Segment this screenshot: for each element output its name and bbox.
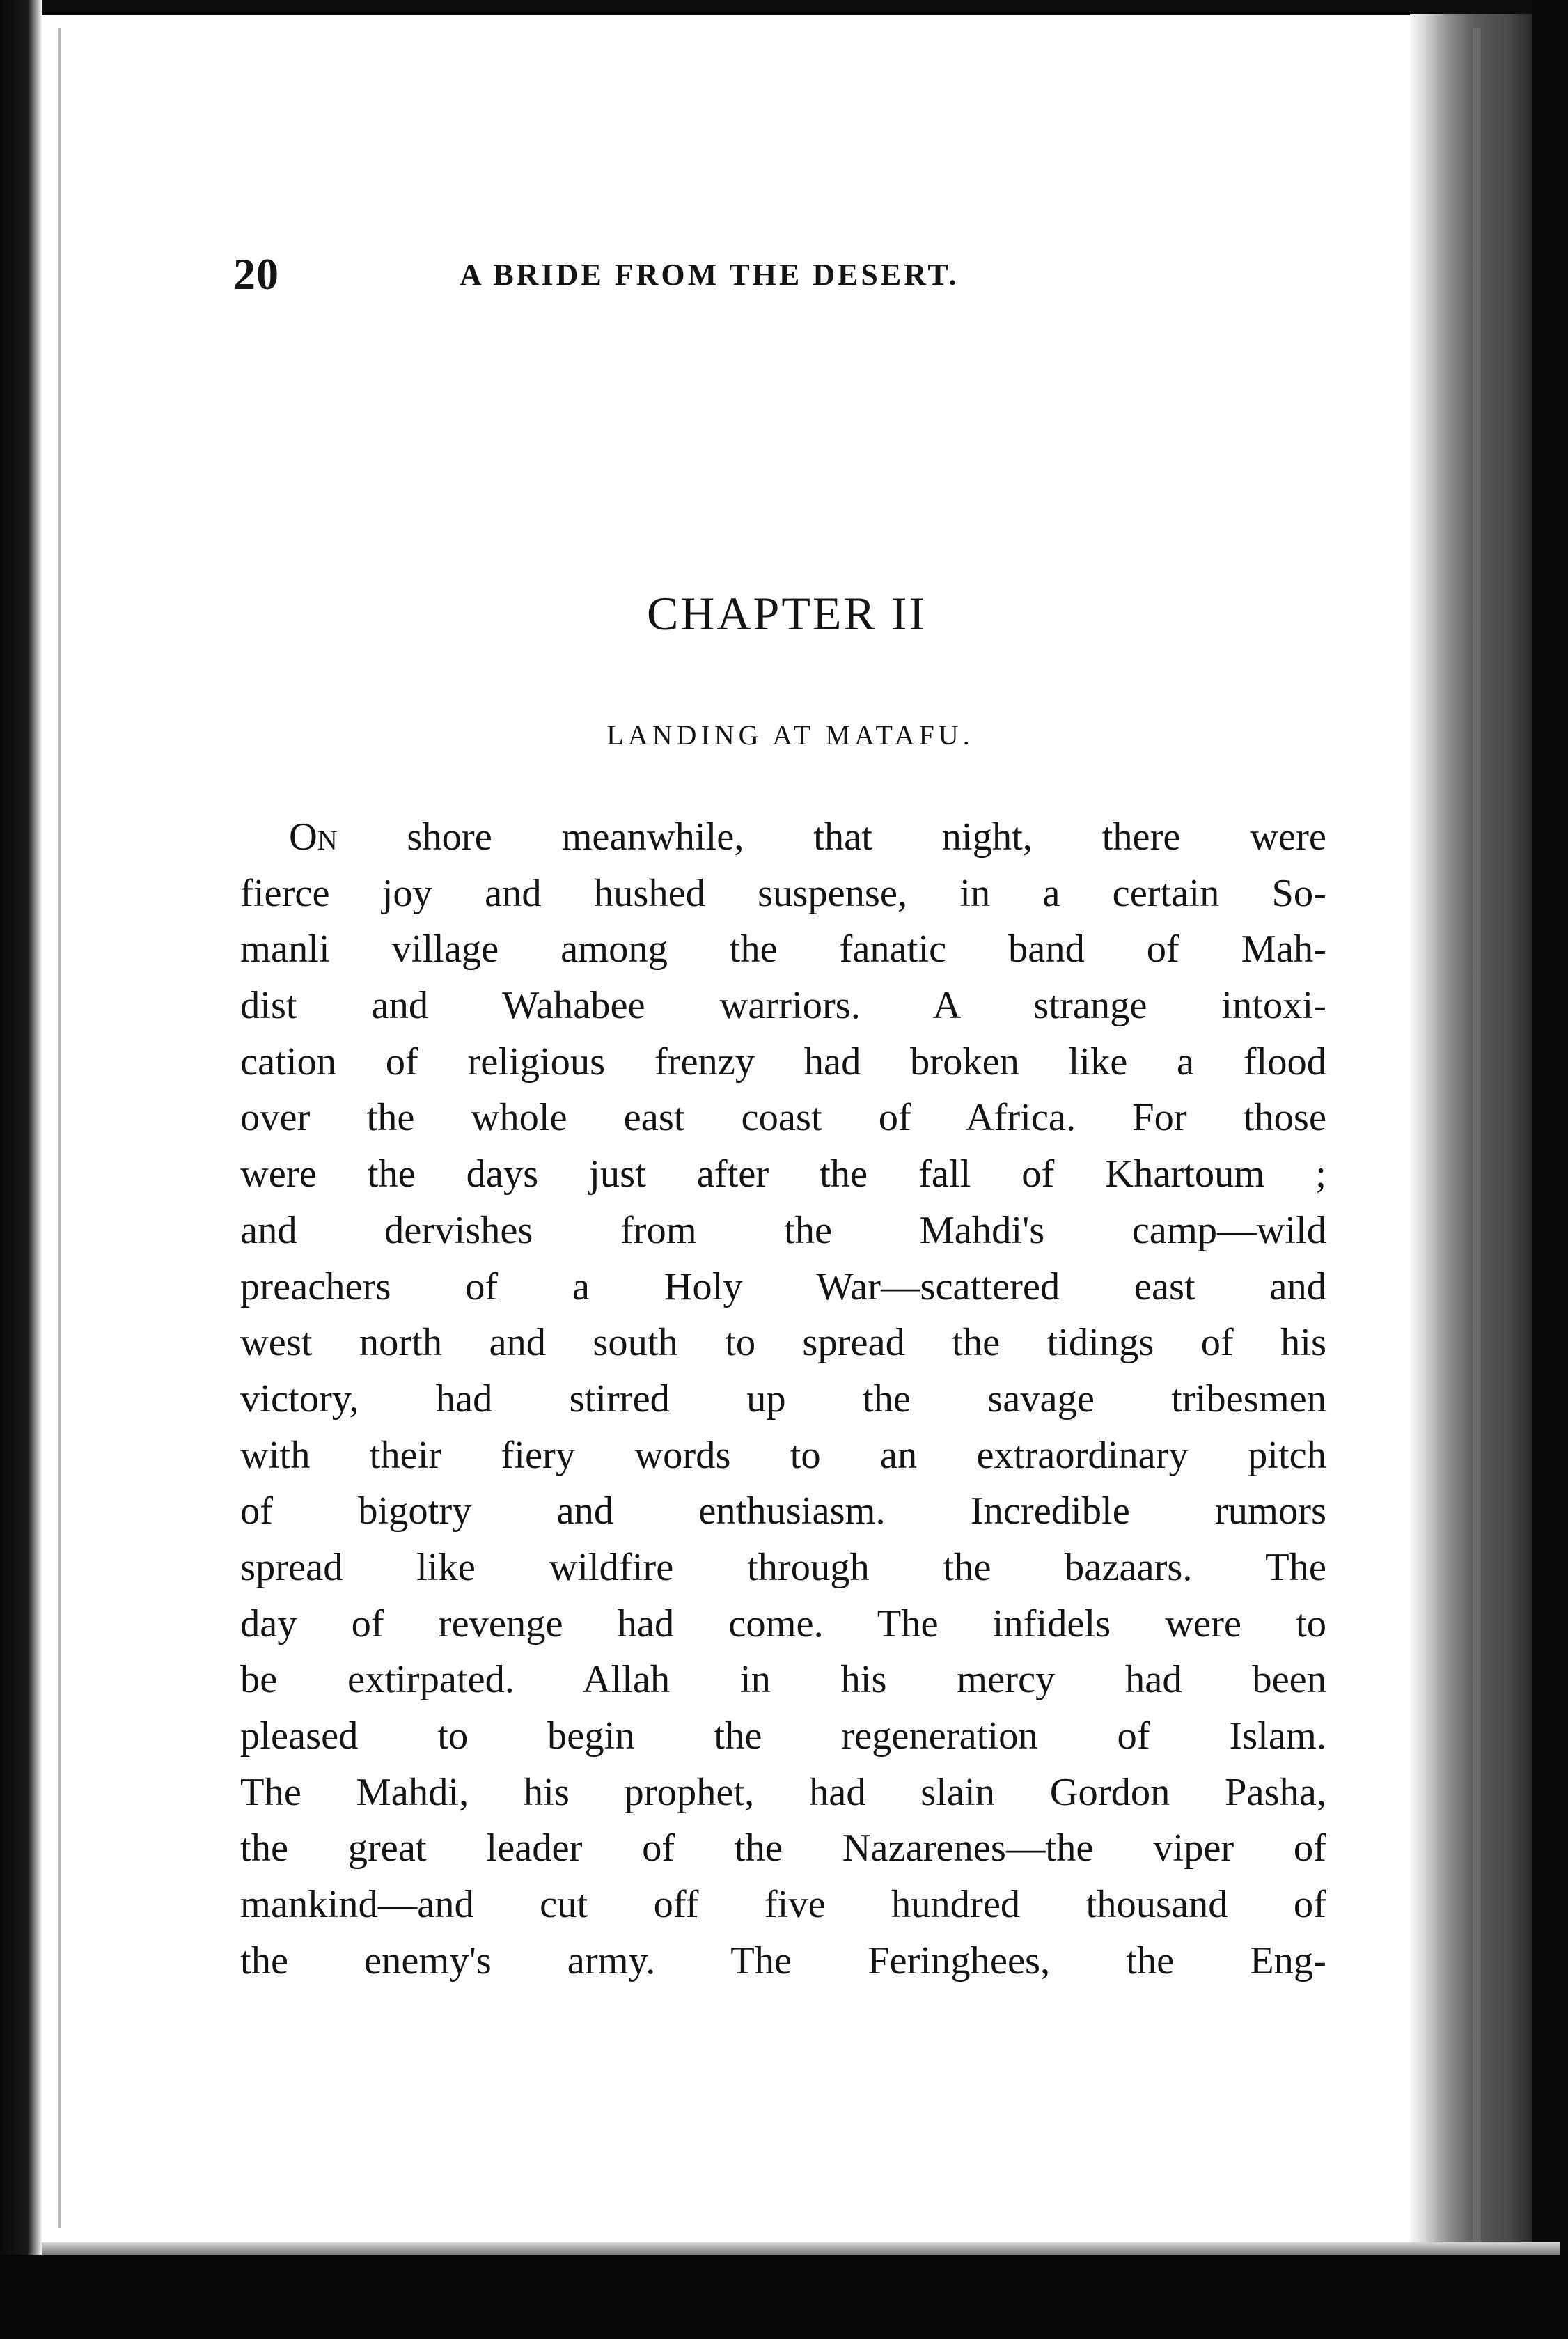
page-bottom-edge [42, 2242, 1560, 2255]
text-line: of bigotry and enthusiasm. Incredible rumors [240, 1489, 1326, 1533]
text-line: over the whole east coast of Africa. For those [240, 1096, 1326, 1140]
book-page [42, 15, 1410, 2242]
text-line-content: shore meanwhile, that night, there were [407, 815, 1326, 859]
text-line: pleased to begin the regeneration of Islam. [240, 1714, 1326, 1758]
chapter-title: LANDING AT MATAFU. [606, 719, 974, 751]
page-number: 20 [233, 249, 279, 299]
text-line: day of revenge had come. The infidels were to [240, 1602, 1326, 1645]
scan-border-top [0, 0, 1568, 15]
running-title: A BRIDE FROM THE DESERT. [460, 258, 959, 292]
text-line: were the days just after the fall of Khartoum ; [240, 1152, 1326, 1196]
text-line [240, 809, 1326, 866]
scan-border-bottom [0, 2255, 1568, 2339]
text-line: victory, had stirred up the savage tribesmen [240, 1377, 1326, 1421]
text-line: and dervishes from the Mahdi's camp—wild [240, 1208, 1326, 1252]
text-line: be extirpated. Allah in his mercy had been [240, 1658, 1326, 1702]
book-page-edge [1410, 14, 1532, 2256]
text-line: preachers of a Holy War—scattered east and [240, 1265, 1326, 1308]
text-line: manli village among the fanatic band of Mah- [240, 928, 1326, 971]
chapter-heading: CHAPTER II [646, 587, 927, 640]
text-line: the great leader of the Nazarenes—the viper of [240, 1826, 1326, 1870]
text-line: west north and south to spread the tidings of his [240, 1321, 1326, 1365]
opening-word: On [289, 815, 338, 859]
text-line: spread like wildfire through the bazaars. The [240, 1545, 1326, 1589]
text-line: mankind—and cut off five hundred thousand of [240, 1883, 1326, 1927]
book-page-edge-shadow [1473, 28, 1481, 2242]
text-line: cation of religious frenzy had broken like a flood [240, 1040, 1326, 1084]
text-line: the enemy's army. The Feringhees, the Eng- [240, 1939, 1326, 1982]
running-head [233, 249, 1347, 304]
text-line: dist and Wahabee warriors. A strange intoxi- [240, 984, 1326, 1028]
text-line: fierce joy and hushed suspense, in a certain So- [240, 871, 1326, 915]
scan-border-left [0, 0, 42, 2339]
body-text [240, 809, 1326, 1989]
scan-border-right [1532, 0, 1568, 2339]
text-line: The Mahdi, his prophet, had slain Gordon Pasha, [240, 1770, 1326, 1814]
text-line: with their fiery words to an extraordinary pitch [240, 1433, 1326, 1477]
